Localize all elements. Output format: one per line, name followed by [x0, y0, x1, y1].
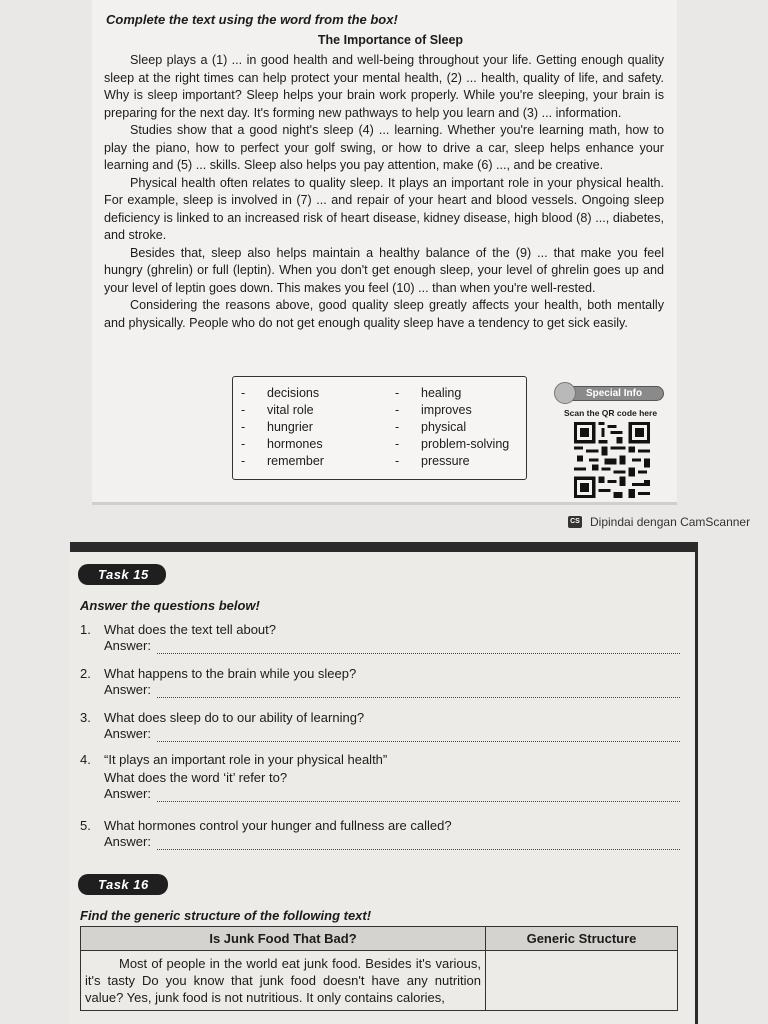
word-item: - remember: [241, 454, 324, 468]
answer-line[interactable]: Answer:: [104, 786, 680, 802]
qr-code-icon[interactable]: [574, 422, 650, 498]
special-info-panel: [554, 382, 666, 502]
passage-title: The Importance of Sleep: [317, 33, 464, 47]
answer-line[interactable]: Answer:: [104, 726, 680, 742]
word-item: - problem-solving: [395, 437, 510, 451]
worksheet-page-bottom: Task 15 Answer the questions below! 1. What does the text tell about? Answer: 2. What happens to the brain while you sleep? Answer: 3. What does sleep do to our ability of learning? Answer: 4. “It plays an important role in your physical health” What does the word ‘it’ refer to? Answer: 5. What hormones control your hunger and fullness are called? Answer: Task 16 Find the generic structure of the following text! Is Junk Food That Bad? Generic Structure Most of people in the world eat junk food. Besides it's various, it's tasty Do you know that junk food doesn't have any nutrition value? Yes, junk food is not nutritious. It only contains calories,: [70, 542, 698, 1024]
paragraph-2: Studies show that a good night's sleep (4) ... learning. Whether you're learning math, how to play the piano, how to perfect your golf swing, or how to drive a car, sleep helps enhance your learning and (5) ... skills. Sleep also helps you pay attention, make (6) ..., and be creative.: [104, 123, 664, 172]
paragraph-3: Physical health often relates to quality sleep. It plays an important role in your physical health. For example, sleep is involved in (7) ... and repair of your heart and blood vessels. Ongoing sleep deficiency is linked to an increased risk of heart disease, kidney disease, high blood (8) ..., diabetes, and stroke.: [104, 175, 664, 242]
question-text: What does sleep do to our ability of learning?: [104, 710, 365, 725]
word-item: - physical: [395, 420, 467, 434]
task-16-badge: Task 16: [78, 874, 168, 895]
instruction-complete-text: Complete the text using the word from the box!: [106, 12, 398, 27]
instruction-generic-structure: Find the generic structure of the following text!: [80, 908, 372, 923]
table-row: [81, 951, 678, 1011]
word-item: - improves: [395, 403, 472, 417]
special-info-badge: Special Info: [564, 386, 664, 401]
camscanner-logo-icon: CS: [568, 516, 582, 528]
word-box: [232, 376, 527, 480]
camscanner-watermark: [568, 515, 750, 529]
question-text: What does the text tell about?: [104, 622, 276, 637]
page-edge: [92, 502, 677, 505]
structure-cell[interactable]: [486, 951, 678, 1011]
word-item: - decisions: [241, 386, 320, 400]
generic-structure-table: [80, 926, 678, 1011]
worksheet-page-top: [92, 0, 677, 505]
question-text: What hormones control your hunger and fullness are called?: [104, 818, 452, 833]
scan-qr-label: Scan the QR code here: [564, 408, 658, 418]
word-item: - hormones: [241, 437, 323, 451]
paragraph-5: Considering the reasons above, good quality sleep greatly affects your health, both mentally and physically. People who do not get enough quality sleep have a tendency to get sick easily.: [104, 298, 664, 330]
paragraph-4: Besides that, sleep also helps maintain a healthy balance of the (9) ... that make you feel hungry (ghrelin) or full (leptin). When you don't get enough sleep, your level of ghrelin goes up and your level of leptin goes down. This makes you feel (10) ... than when you're well-rested.: [104, 245, 664, 295]
table-header-text: Is Junk Food That Bad?: [81, 927, 486, 951]
answer-line[interactable]: Answer:: [104, 834, 680, 850]
word-item: - pressure: [395, 454, 470, 468]
word-column-left: [241, 385, 324, 470]
word-column-right: [395, 385, 509, 470]
word-item: - healing: [395, 386, 462, 400]
text-cell: Most of people in the world eat junk food. Besides it's various, it's tasty Do you know that junk food doesn't have any nutrition value? Yes, junk food is not nutritious. It only contains calories,: [81, 951, 486, 1011]
question-text: What does the word ‘it’ refer to?: [104, 770, 288, 785]
page-right-border: [695, 542, 698, 1024]
answer-line[interactable]: Answer:: [104, 638, 680, 654]
word-item: - hungrier: [241, 420, 313, 434]
instruction-answer-questions: Answer the questions below!: [80, 598, 260, 613]
page-top-border: [70, 542, 698, 552]
camscanner-text: Dipindai dengan CamScanner: [590, 515, 751, 529]
answer-line[interactable]: Answer:: [104, 682, 680, 698]
word-item: - vital role: [241, 403, 314, 417]
question-text: “It plays an important role in your physical health”: [104, 752, 388, 767]
magnifier-icon: [554, 382, 576, 404]
table-header-structure: Generic Structure: [486, 927, 678, 951]
task-15-badge: Task 15: [78, 564, 166, 585]
paragraph-1: Sleep plays a (1) ... in good health and well-being throughout your life. Getting enough quality sleep at the right times can help protect your mental health, (2) ... health, quality of life, and safety. Why is sleep important? Sleep helps your brain work properly. While you're sleeping, your brain is preparing for the next day. It's forming new pathways to help you learn and (3) ... information.: [104, 53, 664, 120]
reading-passage: [104, 52, 664, 332]
question-text: What happens to the brain while you sleep?: [104, 666, 357, 681]
